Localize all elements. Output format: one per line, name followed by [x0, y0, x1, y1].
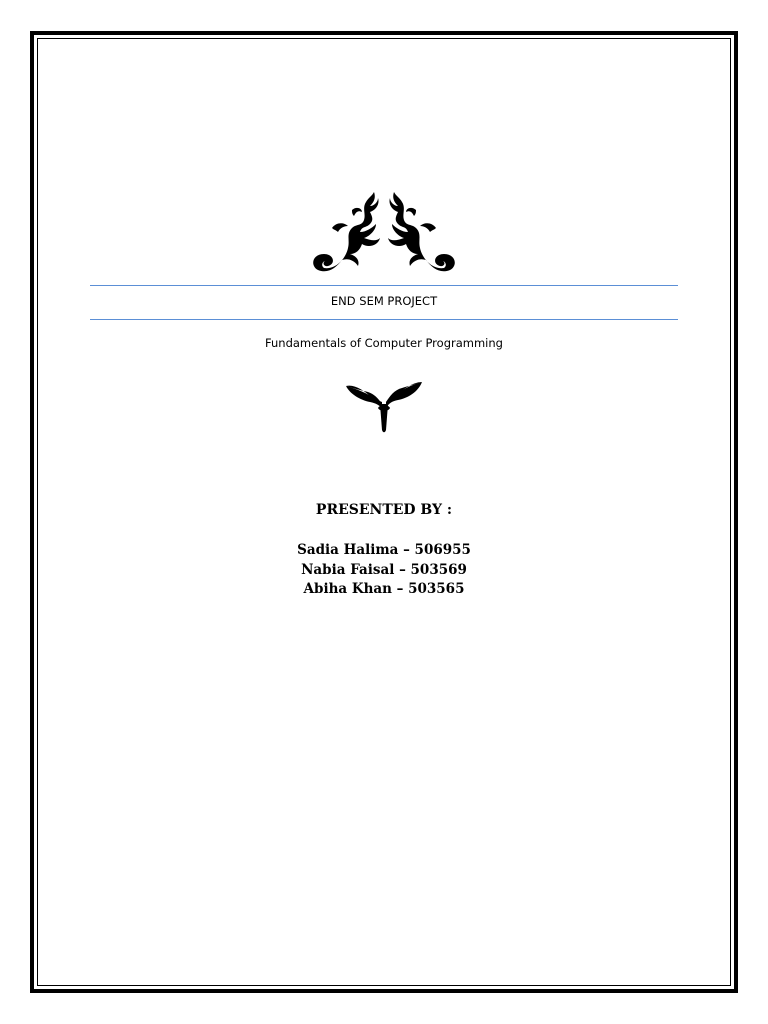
title-rule-top [90, 285, 678, 286]
floral-flourish-pair-icon [306, 188, 462, 276]
list-item: Abiha Khan – 503565 [303, 581, 465, 597]
list-item: Sadia Halima – 506955 [297, 542, 471, 558]
presented-by-heading: PRESENTED BY : [315, 502, 453, 518]
course-title: Fundamentals of Computer Programming [265, 336, 503, 350]
member-list [90, 541, 678, 600]
project-title: END SEM PROJECT [330, 294, 438, 308]
title-rule-bottom [90, 319, 678, 320]
list-item: Nabia Faisal – 503569 [301, 561, 467, 578]
fleuron-icon [344, 378, 424, 434]
